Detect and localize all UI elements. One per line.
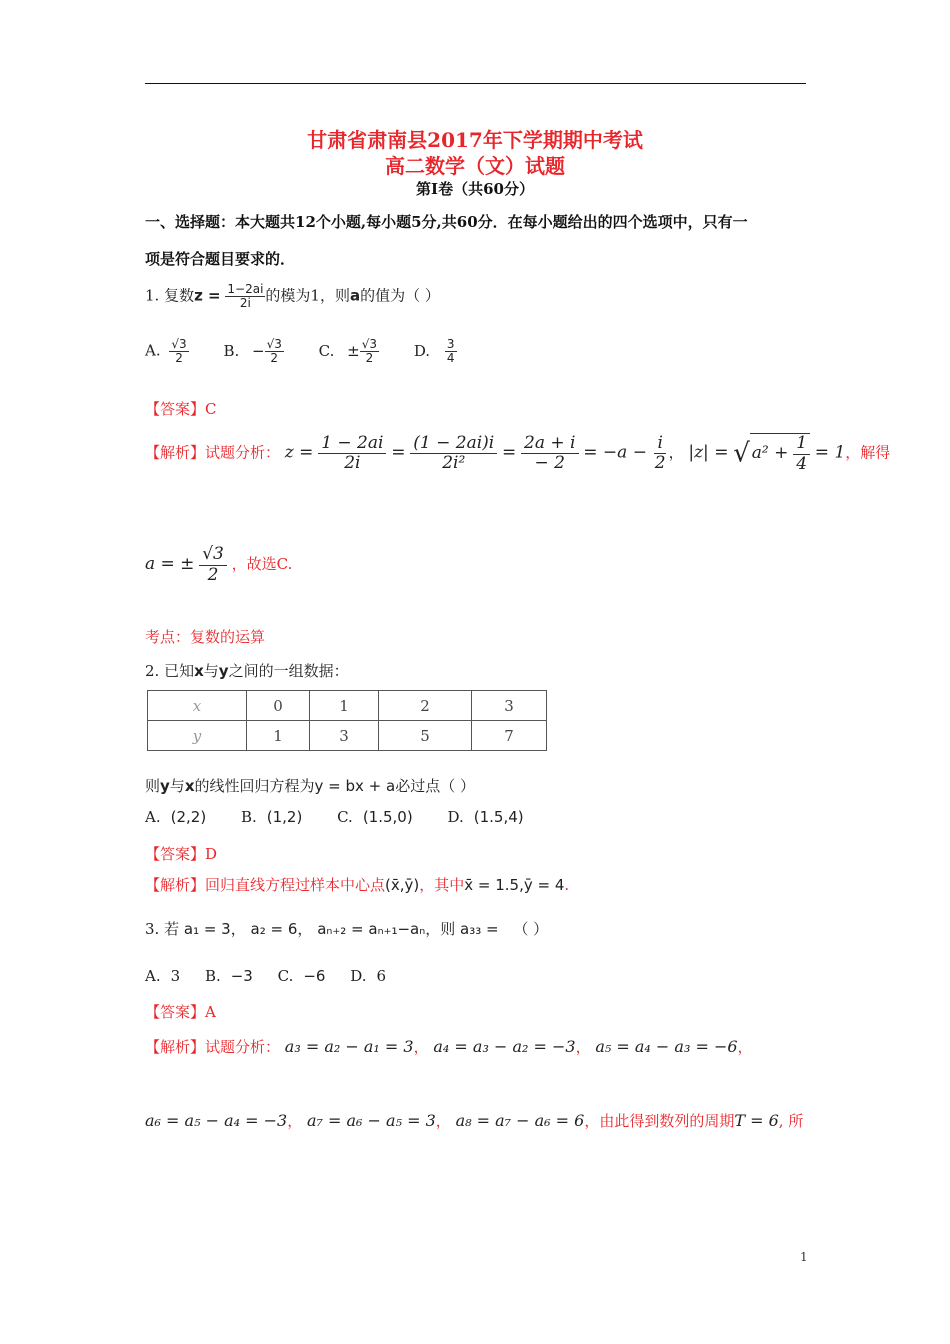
q1-option-d-num: 3 — [446, 337, 455, 351]
q3-a33: a₃₃ = — [460, 920, 499, 938]
q1-eq-tail: = −a − — [583, 442, 647, 463]
table-cell: 1 — [310, 691, 379, 721]
q2-stem-x: x — [184, 777, 195, 795]
q1-fraction — [225, 283, 265, 310]
q1-a-eq: a = ± — [145, 554, 195, 575]
q2-stem-eq: y = bx + a — [314, 777, 396, 795]
table-cell: 3 — [472, 691, 547, 721]
q3-option-a: 3 — [170, 967, 181, 985]
question-2-stem — [145, 660, 349, 681]
q2-analysis-b: ，其中 — [419, 876, 465, 894]
q1-frac6-den: 2 — [207, 564, 219, 585]
q2-stem-b: 与 — [169, 777, 185, 795]
q1-fraction-den: 2i — [239, 296, 251, 311]
q3-analysis-line2 — [145, 1110, 803, 1131]
q3-option-b: −3 — [230, 967, 253, 985]
section-intro-line1: 一、选择题：本大题共12个小题,每小题5分,共60分．在每小题给出的四个选项中，只有一 — [145, 213, 748, 231]
q1-option-b — [265, 338, 284, 365]
q2-stem-d: 必过点（ ） — [395, 777, 475, 795]
q1-option-b-num: √3 — [266, 337, 282, 351]
q1-answer: 【答案】C — [145, 400, 217, 418]
q1-frac2-den: 2i² — [442, 453, 466, 474]
q1-a: a — [349, 286, 361, 305]
q2-analysis-eq: x̄ = 1.5,ȳ = 4 — [464, 876, 565, 894]
q2-option-b: (1,2) — [266, 808, 303, 826]
table-cell: 2 — [379, 691, 472, 721]
q2-option-a-label: A. — [145, 808, 161, 826]
q2-stem-y: y — [160, 777, 170, 795]
q2-y: y — [218, 662, 229, 680]
q2-option-d: (1.5,4) — [473, 808, 524, 826]
q1-z: z = — [194, 286, 221, 305]
q2-options — [145, 808, 524, 826]
q3-analysis-line1 — [145, 1036, 753, 1057]
exam-subtitle: 高二数学（文）试题 — [385, 154, 565, 178]
q2-data-table — [147, 690, 547, 751]
q2-answer: 【答案】D — [145, 845, 218, 863]
q3-eq-a4: a₄ = a₃ − a₂ = −3 — [433, 1037, 576, 1056]
q3-analysis-sep-4: ， — [287, 1112, 303, 1130]
q1-suffix: 的值为（ ） — [360, 286, 440, 305]
q3-analysis-sep-2: ， — [575, 1038, 591, 1056]
q3-blank: （ ） — [513, 920, 549, 938]
q2-suffix: 之间的一组数据： — [228, 662, 349, 680]
q1-option-c-sign: ± — [347, 341, 360, 360]
q1-option-c-label: C. — [318, 341, 335, 360]
section-intro-line2: 项是符合题目要求的． — [145, 250, 296, 268]
q2-option-a: (2,2) — [170, 808, 207, 826]
q1-choose: ，故选C. — [231, 555, 293, 574]
q1-abs-z: |z| = — [688, 442, 729, 463]
q2-stem-a: 则 — [145, 777, 161, 795]
q3-period-text: ，由此得到数列的周期 — [584, 1112, 735, 1130]
q2-prefix: 2. 已知 — [145, 662, 195, 680]
q1-frac1-num: 1 − 2ai — [318, 434, 386, 455]
q2-and: 与 — [203, 662, 219, 680]
q1-frac1 — [318, 434, 386, 474]
q1-frac2 — [410, 434, 497, 474]
q1-analysis — [145, 433, 890, 474]
q3-option-c-label: C. — [277, 967, 294, 985]
q2-option-b-label: B. — [240, 808, 257, 826]
table-cell: 5 — [379, 721, 472, 751]
table-row — [148, 691, 547, 721]
q1-option-b-sign: − — [252, 341, 265, 360]
q1-option-c-den: 2 — [365, 351, 374, 366]
q1-frac1-den: 2i — [344, 453, 361, 474]
q1-frac2-num: (1 − 2ai)i — [410, 434, 497, 455]
q1-frac4-den: 2 — [654, 453, 666, 474]
q3-analysis-sep-5: ， — [435, 1112, 451, 1130]
q1-frac4-num: i — [654, 434, 665, 455]
question-1-options — [145, 338, 457, 365]
q3-option-a-label: A. — [145, 967, 161, 985]
q3-sep-2: ， — [297, 920, 313, 938]
q3-eq-a7: a₇ = a₆ − a₅ = 3 — [306, 1111, 436, 1130]
q1-solution — [145, 545, 292, 585]
table-cell: 0 — [247, 691, 310, 721]
q1-sqrt-body — [750, 433, 810, 474]
q1-option-b-den: 2 — [270, 351, 279, 366]
q3-eq-a8: a₈ = a₇ − a₆ = 6 — [455, 1111, 585, 1130]
q3-then: ，则 — [425, 920, 456, 938]
page-number: 1 — [800, 1250, 808, 1264]
q1-option-d — [445, 338, 457, 365]
question-3-stem — [145, 918, 548, 939]
q3-eq-a3: a₃ = a₂ − a₁ = 3 — [284, 1037, 414, 1056]
q1-kaodian: 考点：复数的运算 — [145, 628, 266, 646]
q1-frac3-num: 2a + i — [521, 434, 578, 455]
q3-option-d: 6 — [376, 967, 387, 985]
q1-frac5-num: 1 — [793, 434, 810, 455]
q2-option-c-label: C. — [337, 808, 353, 826]
table-cell: 1 — [247, 721, 310, 751]
q3-period-end: , 所 — [778, 1112, 804, 1130]
q1-option-d-den: 4 — [446, 351, 455, 366]
q3-option-c: −6 — [303, 967, 326, 985]
q3-analysis-sep-3: ， — [737, 1038, 753, 1056]
table-row — [148, 721, 547, 751]
q3-period-eq: T = 6 — [734, 1111, 779, 1130]
q1-frac4 — [652, 434, 669, 474]
q1-eq-sign-1: = — [391, 442, 406, 463]
q3-analysis-label: 【解析】试题分析： — [145, 1038, 281, 1056]
q3-a2: a₂ = 6 — [250, 920, 298, 938]
q1-frac3-den: − 2 — [534, 453, 565, 474]
q1-frac6-num: √3 — [199, 545, 227, 566]
q3-eq-a6: a₆ = a₅ − a₄ = −3 — [145, 1111, 288, 1130]
q3-option-b-label: B. — [204, 967, 221, 985]
q2-option-c: (1.5,0) — [362, 808, 413, 826]
q1-eq-z: z = — [284, 442, 314, 463]
q2-stem-c: 的线性回归方程为 — [194, 777, 315, 795]
q1-sqrt-a2: a² + — [751, 443, 789, 464]
q1-option-c — [360, 338, 379, 365]
q1-eq-one: = 1 — [814, 442, 846, 463]
sqrt-icon: √ — [733, 438, 750, 469]
q3-eq-a5: a₅ = a₄ − a₃ = −6 — [595, 1037, 738, 1056]
q2-option-d-label: D. — [447, 808, 464, 826]
q1-eq-sign-2: = — [502, 442, 517, 463]
q1-frac3 — [521, 434, 578, 474]
q1-fraction-num: 1−2ai — [227, 282, 264, 296]
q1-option-a-label: A. — [145, 341, 161, 360]
part-heading: 第Ⅰ卷（共60分） — [416, 180, 534, 198]
q3-sep-1: ， — [230, 920, 246, 938]
q1-option-b-label: B. — [223, 341, 240, 360]
table-cell: 7 — [472, 721, 547, 751]
q3-options — [145, 967, 386, 985]
q2-analysis-end: . — [564, 876, 570, 894]
table-cell: y — [148, 721, 247, 751]
q1-option-c-num: √3 — [361, 337, 378, 351]
q2-analysis-pt: (x̄,ȳ) — [385, 876, 420, 894]
q1-option-a-num: √3 — [171, 337, 187, 351]
table-cell: 3 — [310, 721, 379, 751]
header-rule — [145, 83, 806, 84]
q3-a1: a₁ = 3 — [183, 920, 231, 938]
q2-x: x — [194, 662, 204, 680]
question-1-stem — [145, 283, 440, 310]
q1-frac5-den: 4 — [796, 453, 808, 474]
q1-analysis-label: 【解析】试题分析： — [145, 443, 281, 462]
q3-answer: 【答案】A — [145, 1003, 216, 1021]
q2-analysis-a: 【解析】回归直线方程过样本中心点 — [145, 876, 386, 894]
q1-frac6 — [199, 545, 227, 585]
exam-title: 甘肃省肃南县2017年下学期期中考试 — [307, 128, 643, 152]
q1-prefix: 1. 复数 — [145, 286, 195, 305]
q1-comma: ， — [668, 443, 684, 462]
q2-analysis — [145, 874, 569, 895]
q3-analysis-sep-1: ， — [413, 1038, 429, 1056]
q1-option-d-label: D. — [413, 341, 431, 360]
q1-option-a — [169, 338, 188, 365]
table-cell: x — [148, 691, 247, 721]
q1-mid: 的模为1，则 — [265, 286, 350, 305]
q1-frac5 — [793, 434, 810, 474]
q3-option-d-label: D. — [350, 967, 367, 985]
q3-prefix: 3. 若 — [145, 920, 180, 938]
q2-question — [145, 775, 475, 796]
q3-an: aₙ₊₂ = aₙ₊₁−aₙ — [317, 920, 426, 938]
q1-option-a-den: 2 — [175, 351, 183, 366]
q1-solve: ，解得 — [845, 443, 891, 462]
